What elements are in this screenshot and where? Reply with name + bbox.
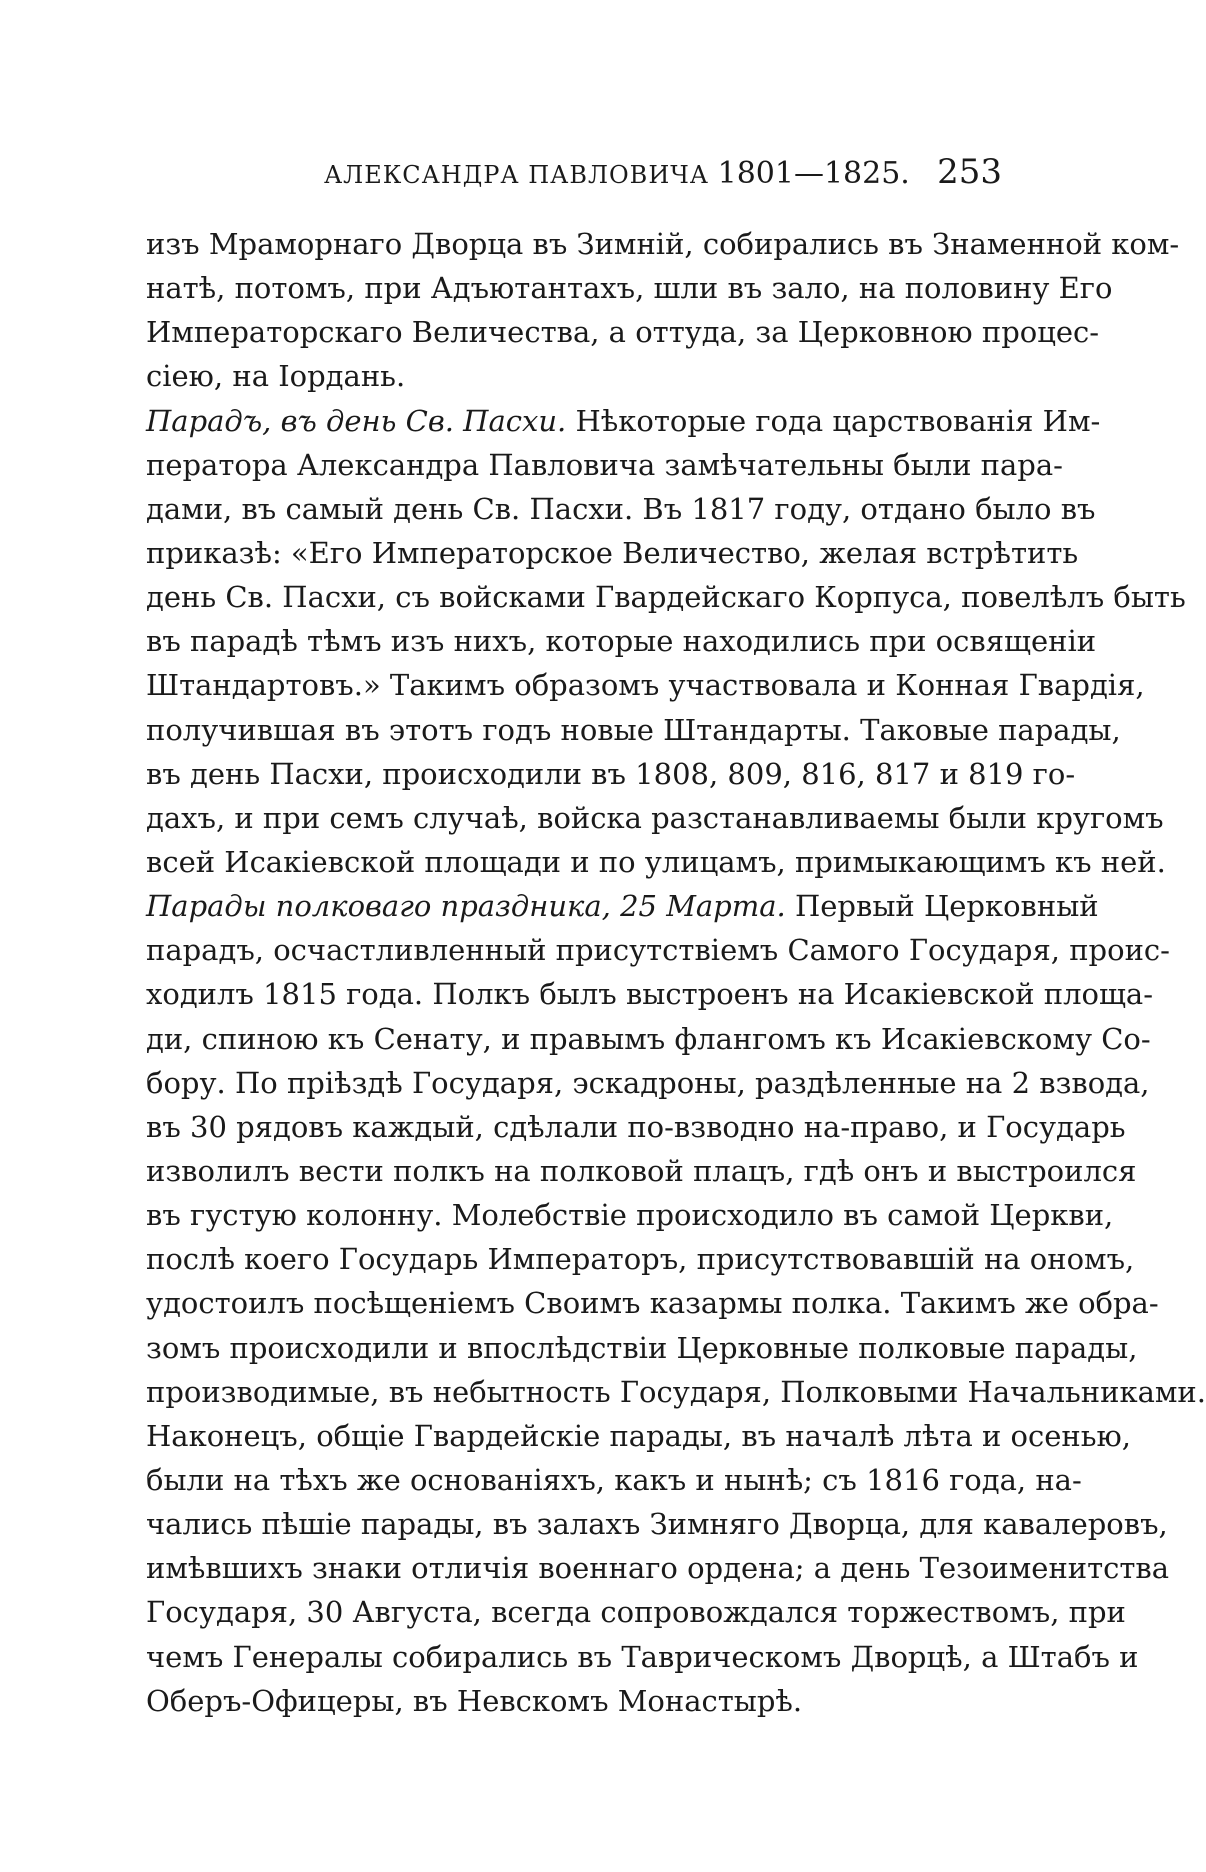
text-line: ператора Александра Павловича замѣчательны были пара- — [146, 447, 1063, 482]
text-line: производимые, въ небытность Государя, Полковыми Начальниками. — [146, 1374, 1206, 1409]
text-line: сіею, на Іордань. — [146, 359, 406, 394]
text-line: чались пѣшіе парады, въ залахъ Зимняго Дворца, для кавалеровъ, — [146, 1507, 1168, 1542]
text-line: въ парадѣ тѣмъ изъ нихъ, которые находились при освященіи — [146, 624, 1097, 659]
text-line: были на тѣхъ же основаніяхъ, какъ и нынѣ; съ 1816 года, на- — [146, 1462, 1082, 1497]
text-line: бору. По пріѣздѣ Государя, эскадроны, раздѣленные на 2 взвода, — [146, 1065, 1150, 1100]
text-line: Оберъ-Офицеры, въ Невскомъ Монастырѣ. — [146, 1683, 803, 1718]
text-line: изъ Мраморнаго Дворца въ Зимній, собирались въ Знаменной ком- — [146, 227, 1180, 261]
text-line: приказѣ: «Его Императорское Величество, желая встрѣтить — [146, 535, 1079, 570]
text-line: въ день Пасхи, происходили въ 1808, 809, 816, 817 и 819 го- — [146, 756, 1076, 791]
text-line: день Св. Пасхи, съ войсками Гвардейскаго Корпуса, повелѣлъ быть — [146, 580, 1186, 615]
text-line: Государя, 30 Августа, всегда сопровождался торжествомъ, при — [146, 1595, 1126, 1630]
text-line: удостоилъ посѣщеніемъ Своимъ казармы полка. Такимъ же обра- — [146, 1286, 1159, 1321]
text-line: въ густую колонну. Молебствіе происходило въ самой Церкви, — [146, 1198, 1114, 1233]
text-line: въ 30 рядовъ каждый, сдѣлали по-взводно на-право, и Государь — [146, 1109, 1126, 1144]
text-line: получившая въ этотъ годъ новые Штандарты. Таковые парады, — [146, 712, 1121, 747]
section-heading: Парадъ, въ день Св. Пасхи. — [146, 403, 567, 438]
text-line: Наконецъ, общіе Гвардейскіе парады, въ началѣ лѣта и осенью, — [146, 1418, 1131, 1453]
text-line: зомъ происходили и впослѣдствіи Церковные полковые парады, — [146, 1330, 1138, 1365]
text-line: парадъ, осчастливленный присутствіемъ Самого Государя, проис- — [146, 933, 1170, 968]
text-line: Императорскаго Величества, а оттуда, за Церковною процес- — [146, 315, 1100, 350]
page-number: 253 — [937, 152, 1002, 192]
text-line: ходилъ 1815 года. Полкъ былъ выстроенъ на Исакіевской площа- — [146, 977, 1153, 1012]
text-line: чемъ Генералы собирались въ Таврическомъ Дворцѣ, а Штабъ и — [146, 1639, 1139, 1674]
text-line: Штандартовъ.» Такимъ образомъ участвовала и Конная Гвардія, — [146, 668, 1145, 703]
text-line: имѣвшихъ знаки отличія военнаго ордена; а день Тезоименитства — [146, 1551, 1170, 1586]
text-line: всей Исакіевской площади и по улицамъ, примыкающимъ къ ней. — [146, 844, 1166, 879]
section-heading: Парады полковаго праздника, 25 Марта. — [146, 889, 786, 924]
body-text — [146, 222, 1206, 1723]
page-header — [146, 152, 1002, 200]
running-head — [324, 156, 910, 191]
text-line: послѣ коего Государь Императоръ, присутствовавшій на ономъ, — [146, 1242, 1135, 1277]
text-line: Парады полковаго праздника, 25 Марта. Первый Церковный — [146, 889, 1099, 924]
text-line: изволилъ вести полкъ на полковой плацъ, гдѣ онъ и выстроился — [146, 1153, 1137, 1188]
text-line: Парадъ, въ день Св. Пасхи. Нѣкоторые года царствованія Им- — [146, 403, 1101, 438]
text-line: дами, въ самый день Св. Пасхи. Въ 1817 году, отдано было въ — [146, 491, 1096, 526]
running-head-years: 1801—1825. — [717, 156, 910, 191]
text-line: натѣ, потомъ, при Адъютантахъ, шли въ зало, на половину Его — [146, 271, 1113, 306]
text-line: дахъ, и при семъ случаѣ, войска разстанавливаемы были кругомъ — [146, 800, 1164, 835]
text-line: ди, спиною къ Сенату, и правымъ флангомъ къ Исакіевскому Со- — [146, 1021, 1151, 1056]
running-head-title: АЛЕКСАНДРА ПАВЛОВИЧА — [324, 161, 709, 189]
